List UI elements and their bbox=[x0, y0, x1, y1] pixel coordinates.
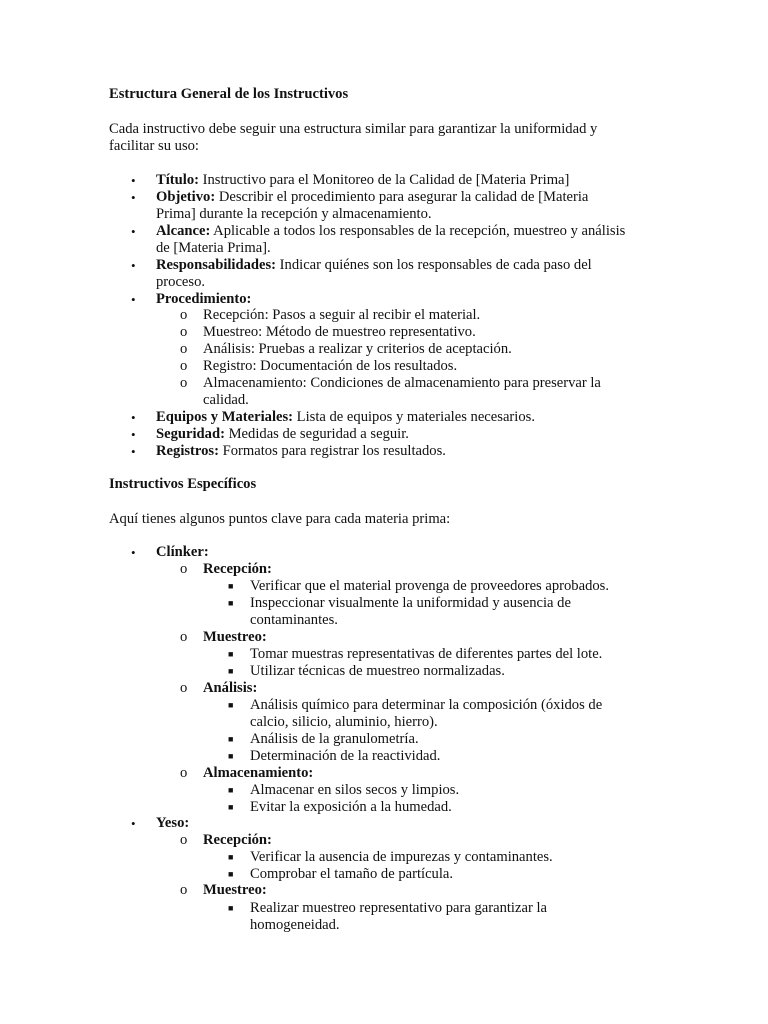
square-bullet-icon: ■ bbox=[228, 649, 234, 659]
sub-sub-list-item: Evitar la exposición a la humedad. bbox=[250, 799, 452, 815]
sub-sub-list-item: Verificar que el material provenga de proveedores aprobados. bbox=[250, 578, 610, 594]
sub-sub-list-item-continuation: calcio, silicio, aluminio, hierro). bbox=[250, 714, 438, 730]
section-intro: Aquí tienes algunos puntos clave para cada materia prima: bbox=[109, 511, 451, 527]
bullet-icon: • bbox=[131, 410, 136, 425]
sub-sub-list-item: Tomar muestras representativas de diferentes partes del lote. bbox=[250, 646, 603, 662]
bullet-icon: • bbox=[131, 427, 136, 442]
circle-bullet-icon: o bbox=[180, 882, 188, 898]
square-bullet-icon: ■ bbox=[228, 903, 234, 913]
circle-bullet-icon: o bbox=[180, 307, 188, 323]
list-item: Procedimiento: bbox=[156, 291, 252, 307]
list-item: Equipos y Materiales: Lista de equipos y materiales necesarios. bbox=[156, 409, 535, 425]
list-item-continuation: Prima] durante la recepción y almacenamiento. bbox=[156, 206, 432, 222]
square-bullet-icon: ■ bbox=[228, 734, 234, 744]
bullet-icon: • bbox=[131, 190, 136, 205]
list-item: Alcance: Aplicable a todos los responsables de la recepción, muestreo y análisis bbox=[156, 223, 626, 239]
intro-line-2: facilitar su uso: bbox=[109, 138, 199, 154]
sub-sub-list-item: Análisis químico para determinar la composición (óxidos de bbox=[250, 697, 603, 713]
square-bullet-icon: ■ bbox=[228, 666, 234, 676]
list-item: Objetivo: Describir el procedimiento para asegurar la calidad de [Materia bbox=[156, 189, 589, 205]
bullet-icon: • bbox=[131, 224, 136, 239]
square-bullet-icon: ■ bbox=[228, 581, 234, 591]
sub-list-item: Muestreo: bbox=[203, 882, 267, 898]
sub-sub-list-item: Inspeccionar visualmente la uniformidad y ausencia de bbox=[250, 595, 571, 611]
sub-list-item: Muestreo: bbox=[203, 629, 267, 645]
sub-sub-list-item: Utilizar técnicas de muestreo normalizadas. bbox=[250, 663, 505, 679]
circle-bullet-icon: o bbox=[180, 765, 188, 781]
list-item: Responsabilidades: Indicar quiénes son los responsables de cada paso del bbox=[156, 257, 592, 273]
sub-sub-list-item: Comprobar el tamaño de partícula. bbox=[250, 866, 454, 882]
square-bullet-icon: ■ bbox=[228, 598, 234, 608]
sub-list-item: Análisis: Pruebas a realizar y criterios de aceptación. bbox=[203, 341, 512, 357]
circle-bullet-icon: o bbox=[180, 629, 188, 645]
list-item: Título: Instructivo para el Monitoreo de la Calidad de [Materia Prima] bbox=[156, 172, 570, 188]
sub-sub-list-item-continuation: contaminantes. bbox=[250, 612, 338, 628]
square-bullet-icon: ■ bbox=[228, 751, 234, 761]
circle-bullet-icon: o bbox=[180, 561, 188, 577]
list-item: Yeso: bbox=[156, 815, 190, 831]
list-item: Registros: Formatos para registrar los resultados. bbox=[156, 443, 446, 459]
circle-bullet-icon: o bbox=[180, 375, 188, 391]
sub-sub-list-item: Realizar muestreo representativo para garantizar la bbox=[250, 900, 547, 916]
sub-list-item: Muestreo: Método de muestreo representativo. bbox=[203, 324, 476, 340]
sub-list-item-continuation: calidad. bbox=[203, 392, 249, 408]
bullet-icon: • bbox=[131, 816, 136, 831]
square-bullet-icon: ■ bbox=[228, 869, 234, 879]
square-bullet-icon: ■ bbox=[228, 802, 234, 812]
list-item: Clínker: bbox=[156, 544, 209, 560]
list-item: Seguridad: Medidas de seguridad a seguir. bbox=[156, 426, 409, 442]
bullet-icon: • bbox=[131, 545, 136, 560]
section-heading: Instructivos Específicos bbox=[109, 476, 257, 492]
intro-line-1: Cada instructivo debe seguir una estructura similar para garantizar la uniformidad y bbox=[109, 121, 598, 137]
sub-sub-list-item: Almacenar en silos secos y limpios. bbox=[250, 782, 460, 798]
bullet-icon: • bbox=[131, 292, 136, 307]
bullet-icon: • bbox=[131, 444, 136, 459]
sub-sub-list-item-continuation: homogeneidad. bbox=[250, 917, 340, 933]
circle-bullet-icon: o bbox=[180, 680, 188, 696]
sub-sub-list-item: Análisis de la granulometría. bbox=[250, 731, 419, 747]
circle-bullet-icon: o bbox=[180, 324, 188, 340]
square-bullet-icon: ■ bbox=[228, 700, 234, 710]
sub-list-item: Almacenamiento: Condiciones de almacenamiento para preservar la bbox=[203, 375, 601, 391]
sub-list-item: Registro: Documentación de los resultados. bbox=[203, 358, 458, 374]
sub-list-item: Análisis: bbox=[203, 680, 258, 696]
sub-sub-list-item: Verificar la ausencia de impurezas y contaminantes. bbox=[250, 849, 553, 865]
section-heading: Estructura General de los Instructivos bbox=[109, 86, 349, 102]
sub-list-item: Recepción: bbox=[203, 561, 272, 577]
bullet-icon: • bbox=[131, 258, 136, 273]
circle-bullet-icon: o bbox=[180, 341, 188, 357]
circle-bullet-icon: o bbox=[180, 832, 188, 848]
list-item-continuation: de [Materia Prima]. bbox=[156, 240, 271, 256]
sub-list-item: Almacenamiento: bbox=[203, 765, 314, 781]
bullet-icon: • bbox=[131, 173, 136, 188]
square-bullet-icon: ■ bbox=[228, 785, 234, 795]
sub-list-item: Recepción: Pasos a seguir al recibir el material. bbox=[203, 307, 481, 323]
sub-sub-list-item: Determinación de la reactividad. bbox=[250, 748, 441, 764]
circle-bullet-icon: o bbox=[180, 358, 188, 374]
list-item-continuation: proceso. bbox=[156, 274, 206, 290]
square-bullet-icon: ■ bbox=[228, 852, 234, 862]
sub-list-item: Recepción: bbox=[203, 832, 272, 848]
